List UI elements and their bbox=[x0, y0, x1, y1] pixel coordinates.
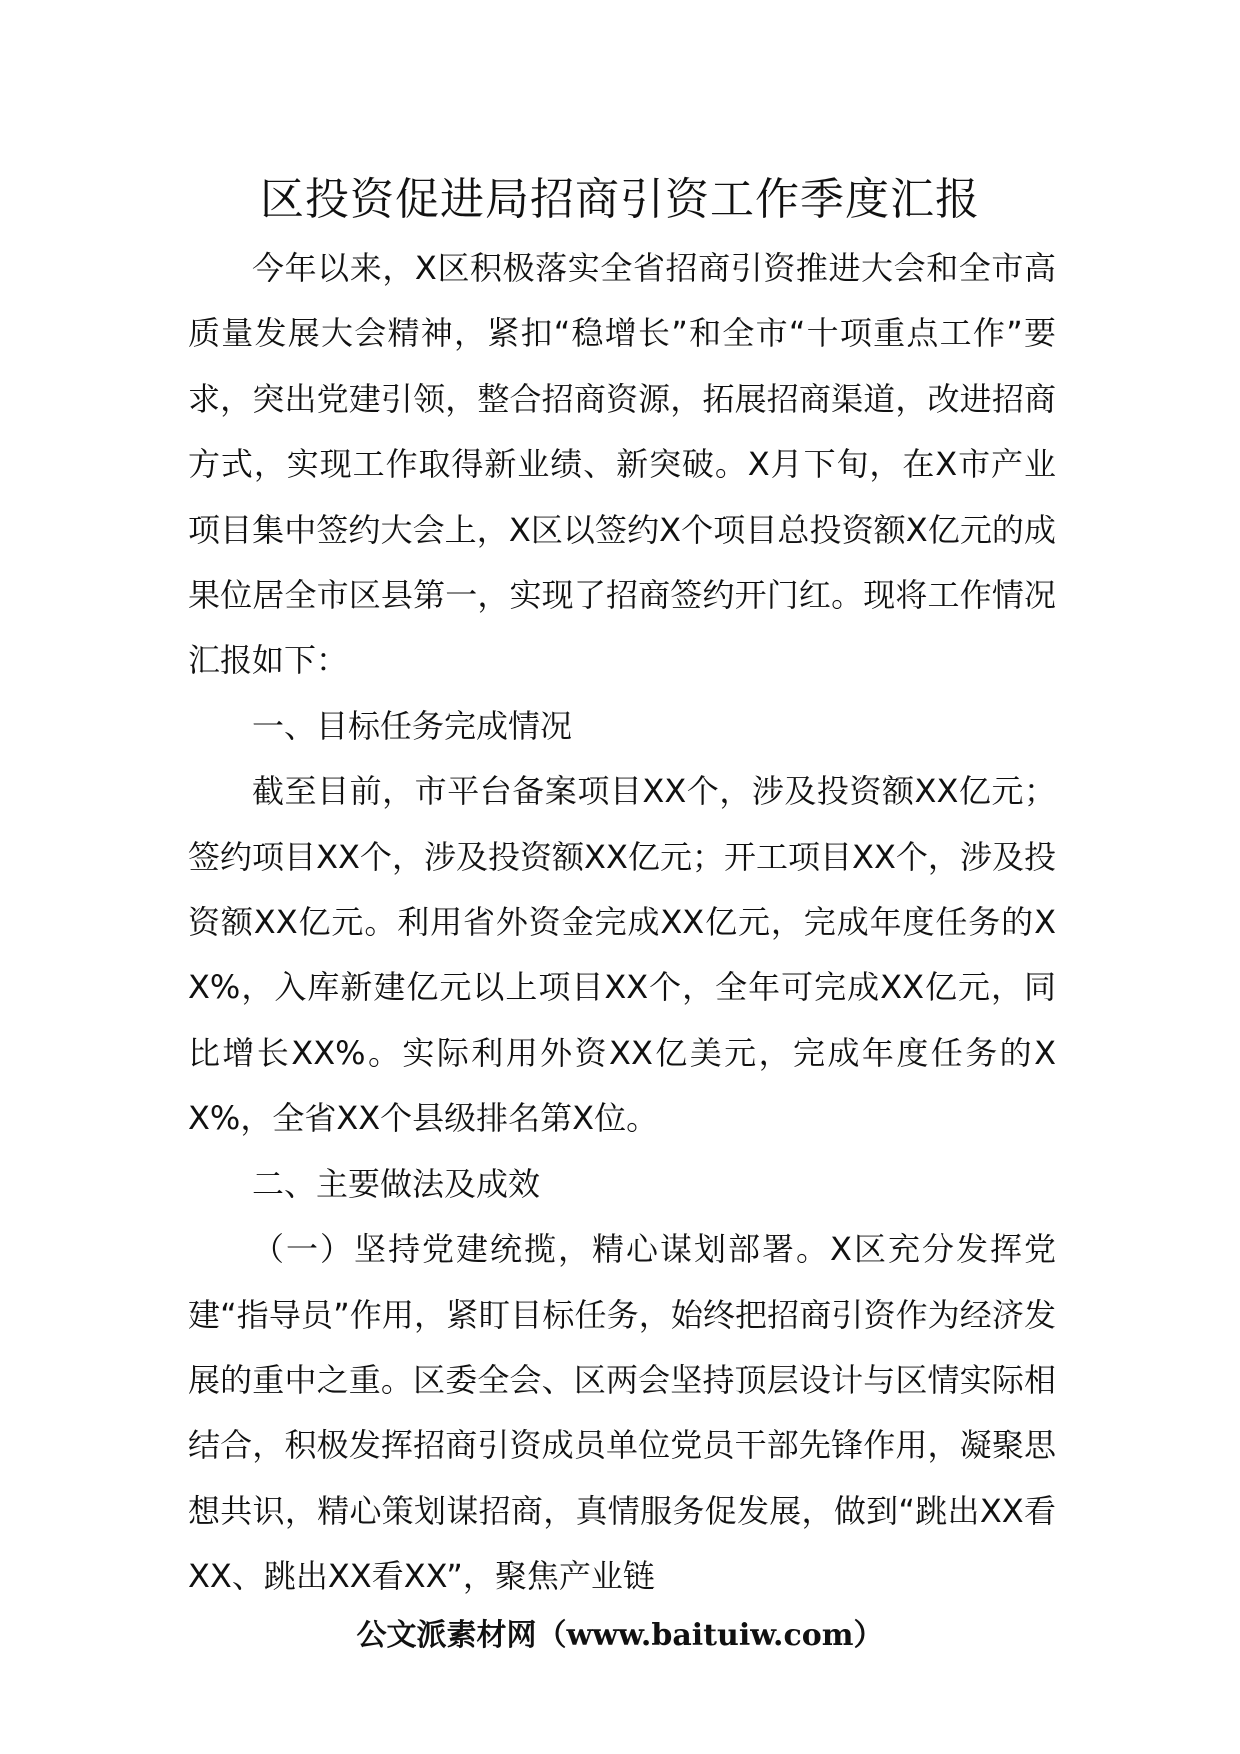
intro-paragraph: 今年以来，X区积极落实全省招商引资推进大会和全市高质量发展大会精神，紧扣“稳增长”和全市“十项重点工作”要求，突出党建引领，整合招商资源，拓展招商渠道，改进招商方式，实现工作取得新业绩、新突破。X月下旬，在X市产业项目集中签约大会上，X区以签约X个项目总投资额X亿元的成果位居全市区县第一，实现了招商签约开门红。现将工作情况汇报如下： bbox=[188, 249, 1056, 680]
footer-watermark: 公文派素材网（www.baituiw.com） bbox=[356, 1618, 884, 1653]
document-body bbox=[188, 236, 1056, 1610]
section-1-heading: 一、目标任务完成情况 bbox=[252, 706, 573, 745]
section-1-paragraph: 截至目前，市平台备案项目XX个，涉及投资额XX亿元；签约项目XX个，涉及投资额XX亿元；开工项目XX个，涉及投资额XX亿元。利用省外资金完成XX亿元，完成年度任务的XX%，入库新建亿元以上项目XX个，全年可完成XX亿元，同比增长XX%。实际利用外资XX亿美元，完成年度任务的XX%，全省XX个县级排名第X位。 bbox=[188, 772, 1056, 1138]
document-title: 区投资促进局招商引资工作季度汇报 bbox=[260, 174, 980, 225]
section-2-heading: 二、主要做法及成效 bbox=[252, 1164, 541, 1203]
section-2-paragraph: （一）坚持党建统揽，精心谋划部署。X区充分发挥党建“指导员”作用，紧盯目标任务，始终把招商引资作为经济发展的重中之重。区委全会、区两会坚持顶层设计与区情实际相结合，积极发挥招商引资成员单位党员干部先锋作用，凝聚思想共识，精心策划谋招商，真情服务促发展，做到“跳出XX看XX、跳出XX看XX”，聚焦产业链 bbox=[188, 1230, 1056, 1596]
